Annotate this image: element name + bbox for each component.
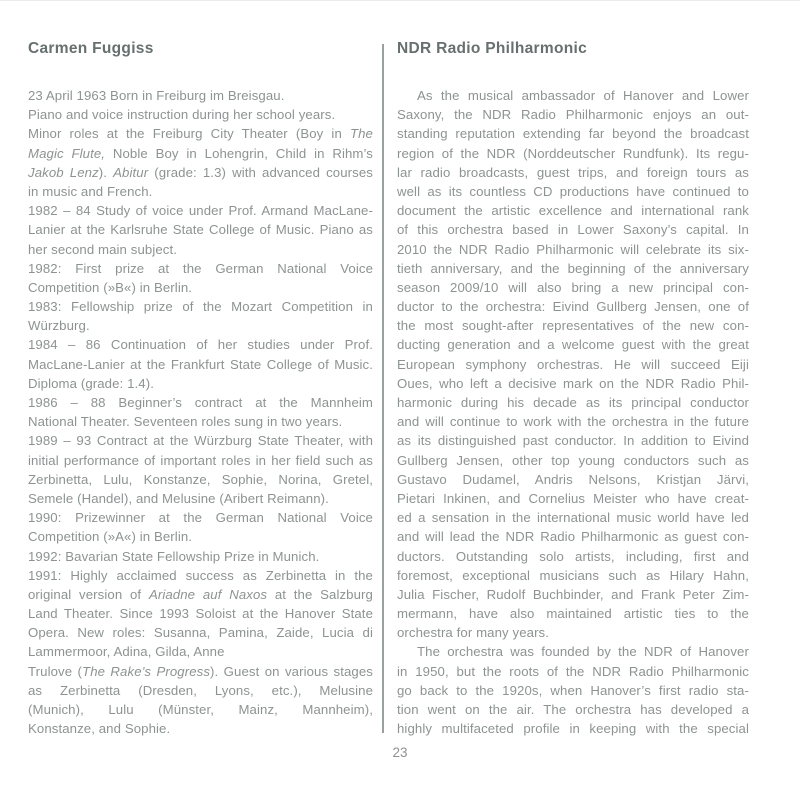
text-line: and will lead the NDR Radio Philharmonic as guest con- <box>397 529 749 545</box>
text-line: Lammermoor, Adina, Gilda, Anne <box>28 644 225 660</box>
text-line: Lanier at the Karlsruhe State College of Music. Piano as <box>28 222 373 238</box>
text-line: go back to the 1920s, when Hanover’s first radio sta- <box>397 682 749 698</box>
text-line: Gullberg Jensen, other top young conductors such as <box>397 452 749 468</box>
text-line: ducting generation and a welcome guest with the great <box>397 337 749 353</box>
text-line: Diploma (grade: 1.4). <box>28 375 154 391</box>
text-line: Minor roles at the Freiburg City Theater (Boy in The <box>28 126 373 142</box>
text-line: As the musical ambassador of Hanover and Lower <box>417 88 749 103</box>
text-line: Piano and voice instruction during her school years. <box>28 107 336 123</box>
text-line: lar radio broadcasts, guest trips, and foreign tours as <box>397 164 749 180</box>
text-line: (Munich), Lulu (Münster, Mainz, Mannheim), <box>28 702 373 717</box>
text-line: Julia Fischer, Rudolf Buchbinder, and Frank Peter Zim- <box>397 586 749 602</box>
right-column-heading: NDR Radio Philharmonic <box>397 40 588 57</box>
text-line: Pietari Inkinen, and Cornelius Meister who have creat- <box>397 490 749 506</box>
text-line: 1982 – 84 Study of voice under Prof. Armand MacLane- <box>28 203 373 219</box>
text-line: 1990: Prizewinner at the German National Voice <box>28 510 373 526</box>
text-line: 1991: Highly acclaimed success as Zerbinetta in the <box>28 567 373 583</box>
text-line: in music and French. <box>28 183 153 199</box>
text-line: ductors. Outstanding solo artists, including, first and <box>397 548 749 564</box>
text-line: Zerbinetta, Lulu, Konstanze, Sophie, Norina, Gretel, <box>28 471 373 487</box>
text-line: Magic Flute, Noble Boy in Lohengrin, Child in Rihm’s <box>28 145 373 161</box>
text-line: Competition (»B«) in Berlin. <box>28 279 193 295</box>
text-line: Jakob Lenz). Abitur (grade: 1.3) with advanced courses <box>28 164 373 180</box>
column-divider-rule <box>382 44 384 733</box>
text-line: 1982: First prize at the German National Voice <box>28 260 373 276</box>
text-line: Land Theater. Since 1993 Soloist at the Hanover State <box>28 606 373 622</box>
text-line: of this orchestra based in Lower Saxony’s capital. In <box>397 222 749 238</box>
text-line: highly multifaceted profile in keeping with the special <box>397 721 749 737</box>
text-line: Gustavo Dudamel, Andris Nelsons, Kristjan Järvi, <box>397 471 749 487</box>
left-column-heading: Carmen Fuggiss <box>28 40 154 57</box>
text-line: her second main subject. <box>28 241 178 257</box>
text-line: and will continue to work with the orchestra in the future <box>397 414 749 430</box>
text-line: mermann, have also maintained artistic ties to the <box>397 606 749 622</box>
text-line: The orchestra was founded by the NDR of Hanover <box>417 644 749 660</box>
right-column-text <box>397 86 749 738</box>
page-number: 23 <box>392 745 408 760</box>
text-line: 2010 the NDR Radio Philharmonic will celebrate its six- <box>397 241 749 257</box>
text-line: as its distinguished past conductor. In addition to Eivind <box>397 433 749 449</box>
text-line: region of the NDR (Norddeutscher Rundfunk). Its regu- <box>397 145 749 161</box>
text-line: Konstanze, and Sophie. <box>28 721 171 737</box>
text-line: foremost, exceptional musicians such as Hilary Hahn, <box>397 567 749 583</box>
text-line: MacLane-Lanier at the Frankfurt State College of Music. <box>28 356 373 372</box>
text-line: Würzburg. <box>28 318 90 334</box>
text-line: European symphony orchestras. He will succeed Eiji <box>397 356 749 372</box>
text-line: tion went on the air. The orchestra has developed a <box>397 702 749 717</box>
right-column <box>397 39 749 738</box>
text-line: Opera. New roles: Susanna, Pamina, Zaide, Lucia di <box>28 625 373 641</box>
text-line: harmonic during his decade as its principal conductor <box>397 395 749 410</box>
text-line: 1992: Bavarian State Fellowship Prize in Munich. <box>28 548 320 564</box>
text-line: the most sought-after representatives of the new con- <box>397 318 749 334</box>
text-line: 23 April 1963 Born in Freiburg im Breisgau. <box>28 88 285 103</box>
text-line: Competition (»A«) in Berlin. <box>28 529 193 545</box>
text-line: season 2009/10 will also bring a new principal con- <box>397 279 749 295</box>
text-line: Trulove (The Rake’s Progress). Guest on various stages <box>28 663 373 679</box>
text-line: 1989 – 93 Contract at the Würzburg State Theater, with <box>28 433 373 449</box>
text-line: Saxony, the NDR Radio Philharmonic enjoys an out- <box>397 107 749 123</box>
text-line: National Theater. Seventeen roles sung in two years. <box>28 414 343 430</box>
text-line: Semele (Handel), and Melusine (Aribert Reimann). <box>28 490 329 506</box>
text-line: 1984 – 86 Continuation of her studies under Prof. <box>28 337 373 353</box>
text-line: tieth anniversary, and the beginning of the anniversary <box>397 260 749 276</box>
text-line: document the artistic excellence and international rank <box>397 203 749 219</box>
text-line: initial performance of important roles in her field such as <box>28 452 373 468</box>
text-line: original version of Ariadne auf Naxos at the Salzburg <box>28 586 373 602</box>
left-column-text <box>28 86 373 738</box>
left-column <box>28 39 373 738</box>
text-line: standing reputation extending far beyond the broadcast <box>397 126 749 142</box>
text-line: as Zerbinetta (Dresden, Lyons, etc.), Melusine <box>28 682 373 698</box>
text-line: orchestra for many years. <box>397 625 550 641</box>
text-line: 1986 – 88 Beginner’s contract at the Mannheim <box>28 395 373 410</box>
text-line: in 1950, but the roots of the NDR Radio Philharmonic <box>397 663 749 679</box>
text-line: Oues, who left a decisive mark on the NDR Radio Phil- <box>397 375 749 391</box>
text-line: ductor to the orchestra: Eivind Gullberg Jensen, one of <box>397 299 749 315</box>
text-line: well as its countless CD productions have continued to <box>397 183 749 199</box>
text-line: ed a sensation in the international music world have led <box>397 510 749 526</box>
text-line: 1983: Fellowship prize of the Mozart Competition in <box>28 299 373 315</box>
